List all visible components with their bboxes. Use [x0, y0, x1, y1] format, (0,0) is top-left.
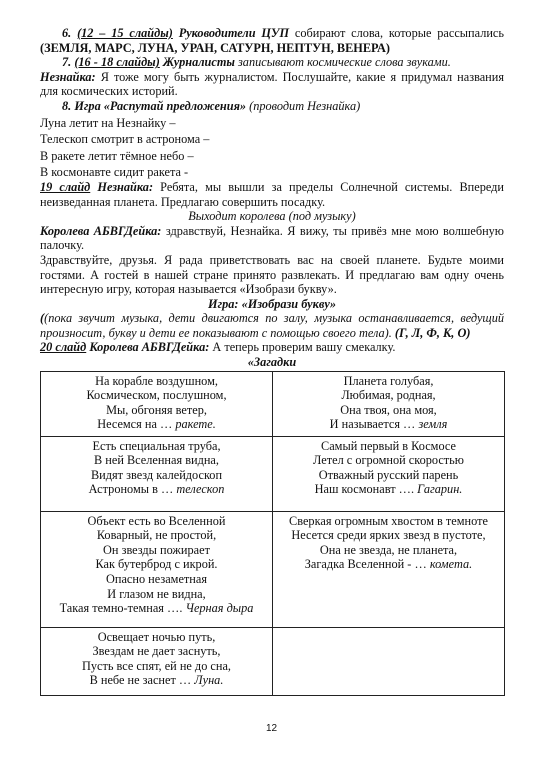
riddle-line: В ней Вселенная видна,: [94, 453, 219, 468]
riddle-answer: ракете.: [175, 417, 216, 432]
game-rules-paren: (: [40, 311, 45, 326]
riddle-line: Видят звезд калейдоскоп: [90, 467, 223, 482]
riddle-line: Космическом, послушном,: [86, 388, 227, 403]
queen-greeting: Здравствуйте, друзья. Я рада приветствовать вас на своей планете. Будьте моими гостями. А гостей в нашей стране принято развлекать. И предлагаю вам одну очень интересную игру, которая называется «Изобрази букву».: [40, 252, 504, 297]
riddle-line: В небе не заснет … Луна.: [89, 673, 224, 688]
riddle-line: Коварный, не простой,: [96, 528, 217, 543]
riddle-line: Астрономы в … телескоп: [88, 482, 225, 497]
queen-text-1: здравствуй, Незнайка. Я вижу, ты привёз мне мою волшебную палочку.: [40, 223, 504, 253]
riddle-answer: Гагарин.: [417, 482, 463, 497]
speaker-neznaika: Незнайка:: [40, 69, 96, 84]
queen-line-1: [40, 224, 504, 253]
riddle-answer: Черная дыра: [185, 601, 254, 616]
game-rules-text: (пока звучит музыка, дети двигаются по залу, музыка останавливается, ведущий произносит, букву и дети ее показывают с помощью своего тела).: [40, 311, 504, 340]
document-page: [40, 26, 504, 696]
riddle-line: Планета голубая,: [343, 373, 434, 388]
empty-cell: [273, 627, 505, 695]
slide-19-label: 19 слайд: [40, 179, 91, 194]
riddle-answer: комета.: [429, 557, 473, 572]
riddle-cell: [273, 371, 505, 436]
table-row: [41, 371, 505, 436]
game-rules-letters: (Г, Л, Ф, К, О): [391, 325, 471, 340]
riddle-line: Несется среди ярких звезд в пустоте,: [291, 528, 486, 543]
slide-20-text: А теперь проверим вашу смекалку.: [209, 340, 396, 355]
riddle-line: Несемся на … ракете.: [97, 417, 216, 432]
item-7-text: записывают космические слова звуками.: [234, 55, 451, 70]
riddle-answer: телескоп: [176, 482, 225, 497]
item-6-number: 6.: [62, 26, 72, 40]
speaker-neznaika-2: Незнайка:: [97, 179, 154, 194]
item-6-text: собирают слова, которые рассыпались: [289, 26, 504, 40]
riddle-line: И глазом не видна,: [107, 586, 206, 601]
sentence-4: В космонавте сидит ракета -: [40, 165, 189, 180]
neznaika-line-1: [40, 70, 504, 99]
slide-19-line: [40, 180, 504, 209]
slide-20-line: [40, 340, 504, 355]
riddle-line: Отважный русский парень: [318, 467, 459, 482]
riddles-title: «Загадки: [247, 355, 297, 370]
riddle-line: Пусть все спят, ей не до сна,: [82, 658, 231, 673]
sentence-2: Телескоп смотрит в астронома –: [40, 132, 210, 147]
riddle-line: Самый первый в Космосе: [321, 438, 456, 453]
stage-direction-queen: Выходит королева (под музыку): [188, 209, 356, 224]
item-7-who: Журналисты: [162, 55, 235, 70]
game-title: Игра: «Изобрази букву»: [208, 296, 336, 311]
sentence-3: В ракете летит тёмное небо –: [40, 148, 194, 163]
riddle-line: Он звезды пожирает: [103, 542, 210, 557]
riddle-line: Сверкая огромным хвостом в темноте: [289, 513, 488, 528]
riddle-line: Любимая, родная,: [341, 388, 436, 403]
riddle-cell: [41, 436, 273, 511]
riddle-line: Загадка Вселенной - … комета.: [304, 557, 473, 572]
riddle-line: И называется … земля: [329, 417, 448, 432]
item-8-note: (проводит Незнайка): [246, 98, 361, 113]
slide-19-text: Ребята, мы вышли за пределы Солнечной системы. Впереди неизведанная планета. Предлагаю совершить посадку.: [40, 179, 504, 209]
riddle-line: Такая темно-темная …. Черная дыра: [59, 601, 254, 616]
riddle-answer: земля: [418, 417, 448, 432]
item-7-slides: (16 - 18 слайды): [74, 55, 160, 70]
riddle-line: Мы, обгоняя ветер,: [106, 402, 207, 417]
table-row: [41, 627, 505, 695]
riddle-cell: [273, 436, 505, 511]
riddle-cell: [41, 511, 273, 627]
riddle-line: Она не звезда, не планета,: [319, 542, 458, 557]
riddle-answer: Луна.: [194, 673, 224, 688]
speaker-queen: Королева АБВГДейка:: [40, 223, 162, 238]
riddle-cell: [41, 627, 273, 695]
item-7: [40, 55, 504, 70]
riddle-line: Опасно незаметная: [106, 572, 207, 587]
riddle-line: На корабле воздушном,: [95, 373, 218, 388]
riddle-line: Освещает ночью путь,: [97, 629, 216, 644]
slide-20-label: 20 слайд: [40, 340, 87, 355]
item-7-number: 7.: [62, 55, 72, 70]
page-number: 12: [265, 723, 278, 734]
riddle-line: Объект есть во Вселенной: [87, 513, 226, 528]
riddle-line: Звездам не дает заснуть,: [92, 644, 221, 659]
item-6-words: (ЗЕМЛЯ, МАРС, ЛУНА, УРАН, САТУРН, НЕПТУН, ВЕНЕРА): [40, 40, 390, 55]
riddle-line: Есть специальная труба,: [92, 438, 221, 453]
riddle-line: Она твоя, она моя,: [340, 402, 437, 417]
riddle-cell: [41, 371, 273, 436]
item-8: [40, 99, 504, 114]
item-6-who: Руководители ЦУП: [178, 26, 290, 40]
riddle-line: Наш космонавт …. Гагарин.: [314, 482, 463, 497]
speaker-queen-2: Королева АБВГДейка:: [89, 340, 210, 355]
item-8-game: Игра «Распутай предложения»: [74, 98, 247, 113]
item-6-slides: (12 – 15 слайды): [77, 26, 173, 40]
game-rules: [40, 311, 504, 340]
table-row: [41, 436, 505, 511]
sentence-1: Луна летит на Незнайку –: [40, 115, 176, 130]
riddle-cell: [273, 511, 505, 627]
neznaika-text-1: Я тоже могу быть журналистом. Послушайте, какие я придумал названия для космических историй.: [40, 69, 504, 99]
item-6: [40, 26, 504, 55]
riddle-line: Как бутерброд с икрой.: [95, 557, 218, 572]
riddle-line: Летел с огромной скоростью: [313, 453, 464, 468]
item-8-number: 8.: [62, 98, 72, 113]
table-row: [41, 511, 505, 627]
riddles-table: [40, 371, 505, 696]
